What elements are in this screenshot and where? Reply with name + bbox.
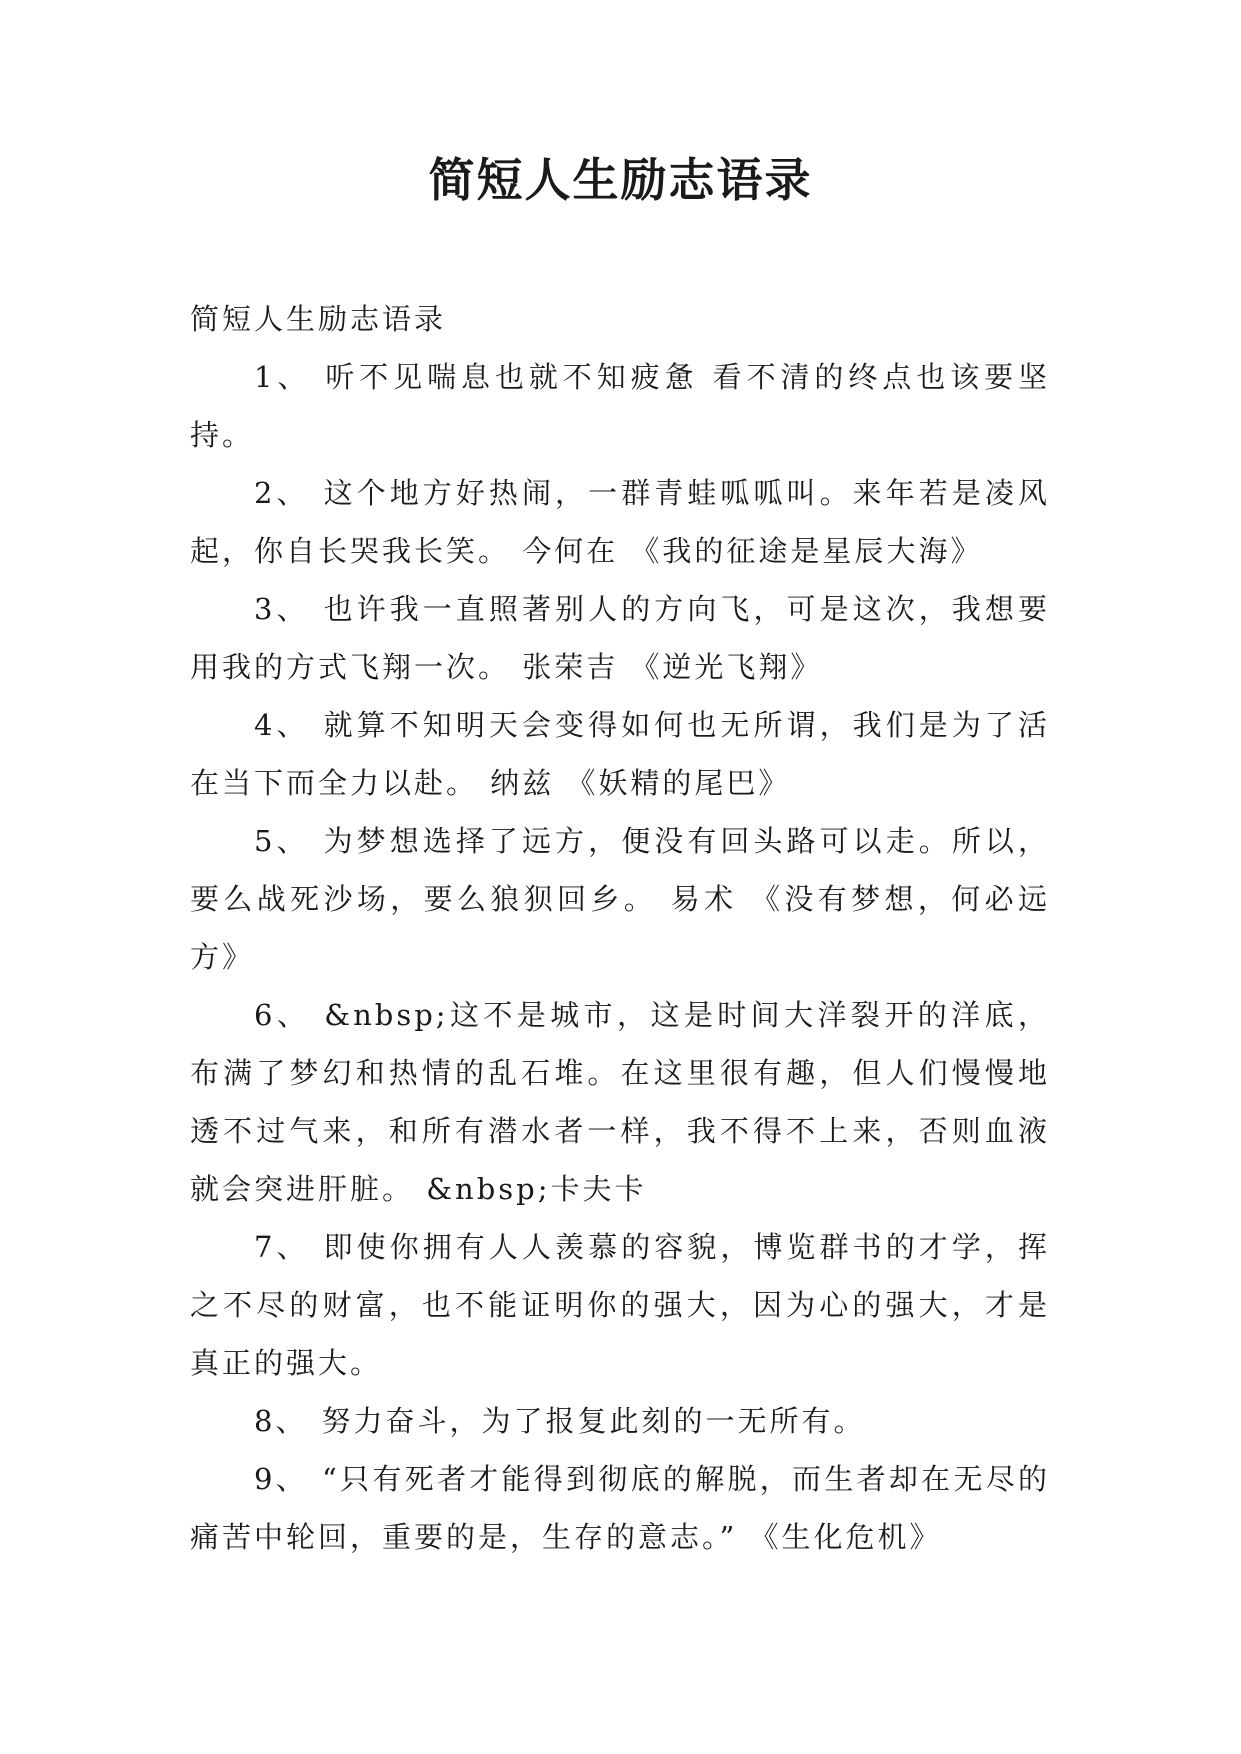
quote-text: &nbsp;这不是城市，这是时间大洋裂开的洋底，布满了梦幻和热情的乱石堆。在这里很有趣，但人们慢慢地透不过气来，和所有潜水者一样，我不得不上来，否则血液就会突进肝脏。 &nbsp;卡夫卡 — [190, 998, 1050, 1206]
quote-number: 8、 — [254, 1404, 308, 1438]
quote-number: 5、 — [254, 824, 310, 858]
quote-item-7 — [190, 1218, 1050, 1392]
quote-text: 就算不知明天会变得如何也无所谓，我们是为了活在当下而全力以赴。 纳兹 《妖精的尾巴》 — [190, 708, 1050, 800]
quote-text: 听不见喘息也就不知疲惫 看不清的终点也该要坚持。 — [190, 360, 1050, 452]
quote-item-2 — [190, 464, 1050, 580]
quote-number: 4、 — [254, 708, 310, 742]
quote-text: 为梦想选择了远方，便没有回头路可以走。所以，要么战死沙场，要么狼狈回乡。 易术 《没有梦想，何必远方》 — [190, 824, 1050, 974]
quote-number: 3、 — [254, 592, 310, 626]
section-heading: 简短人生励志语录 — [190, 302, 447, 336]
quote-item-9 — [190, 1450, 1050, 1566]
document-body — [190, 290, 1050, 1566]
quote-item-5 — [190, 812, 1050, 986]
quote-number: 9、 — [254, 1462, 309, 1496]
quote-item-3 — [190, 580, 1050, 696]
quote-text: 也许我一直照著别人的方向飞，可是这次，我想要用我的方式飞翔一次。 张荣吉 《逆光飞翔》 — [190, 592, 1050, 684]
quote-number: 1、 — [254, 360, 312, 394]
quote-number: 7、 — [254, 1230, 310, 1264]
document-title: 简短人生励志语录 — [428, 153, 813, 207]
quote-item-8 — [190, 1392, 1050, 1450]
quote-number: 6、 — [254, 998, 311, 1032]
quote-item-1 — [190, 348, 1050, 464]
quote-item-6 — [190, 986, 1050, 1218]
quote-text: “只有死者才能得到彻底的解脱，而生者却在无尽的痛苦中轮回，重要的是，生存的意志。” 《生化危机》 — [190, 1462, 1051, 1554]
quote-number: 2、 — [254, 476, 310, 510]
quote-text: 努力奋斗，为了报复此刻的一无所有。 — [321, 1404, 866, 1438]
quote-text: 即使你拥有人人羡慕的容貌，博览群书的才学，挥之不尽的财富，也不能证明你的强大，因为心的强大，才是真正的强大。 — [190, 1230, 1050, 1380]
quote-text: 这个地方好热闹，一群青蛙呱呱叫。来年若是凌风起，你自长哭我长笑。 今何在 《我的征途是星辰大海》 — [190, 476, 1050, 568]
quote-item-4 — [190, 696, 1050, 812]
